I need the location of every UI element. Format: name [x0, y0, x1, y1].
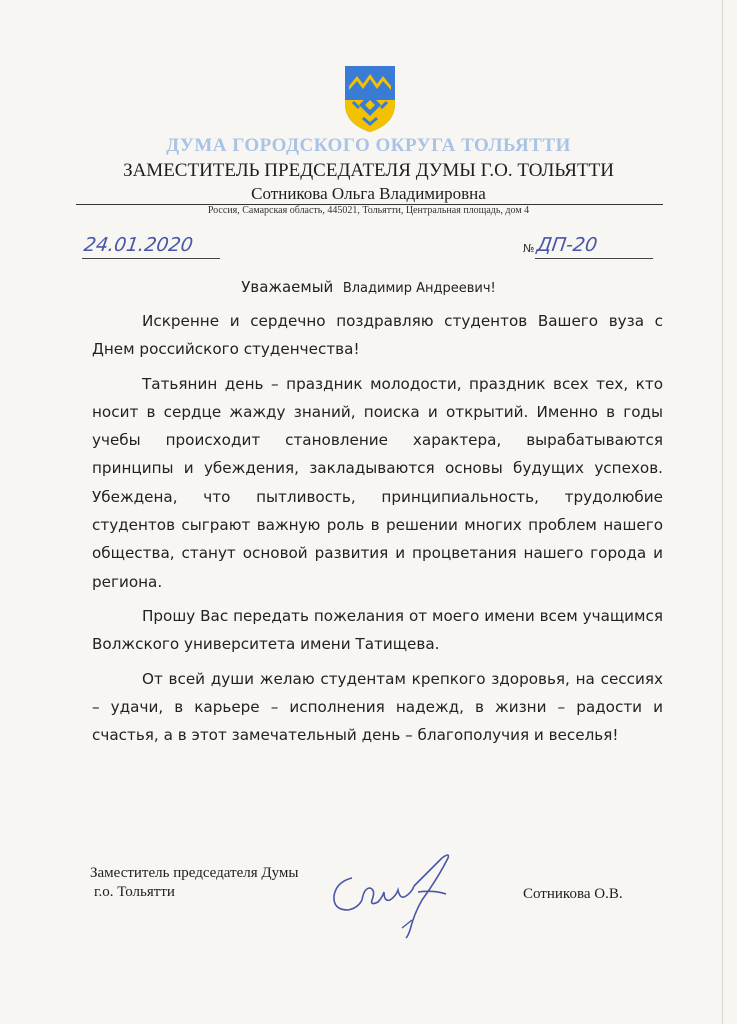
address-line: Россия, Самарская область, 445021, Тольятти, Центральная площадь, дом 4: [207, 205, 530, 216]
signer-role-line: г.о. Тольятти: [94, 884, 175, 900]
handwritten-signature: [318, 848, 478, 944]
salutation-prefix: Уважаемый: [241, 278, 334, 296]
coat-of-arms-icon: [343, 64, 397, 134]
paragraph: Искренне и сердечно поздравляю студентов Вашего вуза с Днем российского студенчества!: [92, 312, 663, 359]
signer-name: Сотникова О.В.: [523, 886, 623, 902]
letter-number: ДП-20: [535, 234, 599, 256]
paragraph: Прошу Вас передать пожелания от моего имени всем учащимся Волжского университета имени Татищева.: [92, 606, 663, 654]
salutation: [0, 278, 737, 296]
date-underline: [82, 258, 220, 259]
signer-role: [90, 864, 299, 902]
position-title: ЗАМЕСТИТЕЛЬ ПРЕДСЕДАТЕЛЯ ДУМЫ Г.О. ТОЛЬЯТТИ: [123, 160, 614, 181]
letter-date: 24.01.2020: [82, 234, 195, 256]
number-sign: №: [523, 242, 535, 255]
number-underline: [535, 258, 653, 259]
organization-title: ДУМА ГОРОДСКОГО ОКРУГА ТОЛЬЯТТИ: [166, 135, 571, 156]
signer-role-line: Заместитель председателя Думы: [90, 865, 299, 881]
official-name: Сотникова Ольга Владимировна: [251, 184, 486, 203]
paragraph: Татьянин день – праздник молодости, праздник всех тех, кто носит в сердце жажду знаний, поиска и открытий. Именно в годы учебы происходит становление характера, вырабатываются принципы и убеждения, закладываются основы будущих успехов. Убеждена, что пытливость, принципиальность, трудолюбие студентов сыграют важную роль в решении многих проблем нашего общества, станут основой развития и процветания нашего города и региона.: [92, 374, 663, 591]
paragraph: От всей души желаю студентам крепкого здоровья, на сессиях – удачи, в карьере – исполнения надежд, в жизни – радости и счастья, а в этот замечательный день – благополучия и веселья!: [92, 669, 663, 745]
letter-body: [92, 307, 663, 755]
salutation-name: Владимир Андреевич!: [342, 281, 496, 296]
